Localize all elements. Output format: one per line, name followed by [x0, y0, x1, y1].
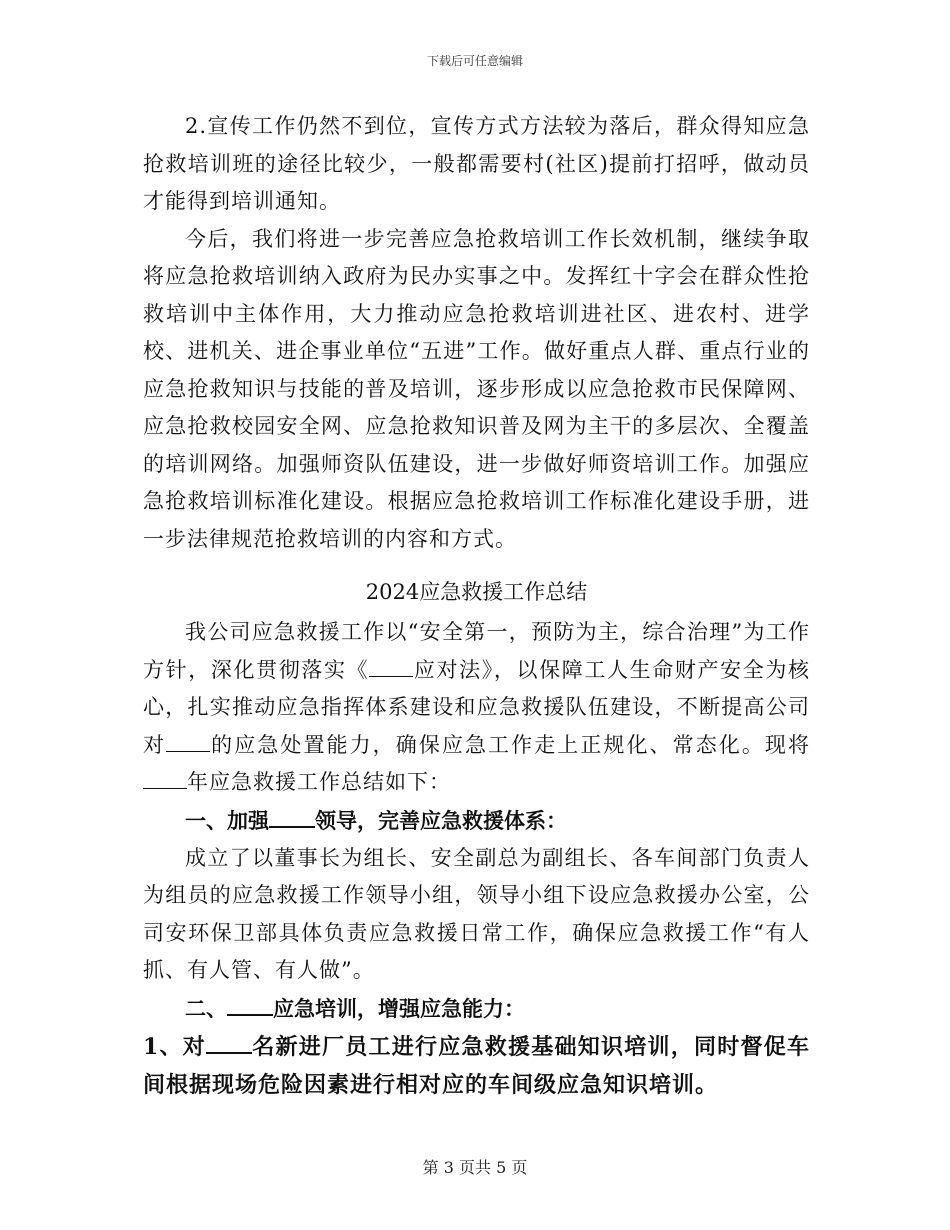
paragraph-publicity-issue: 2.宣传工作仍然不到位，宣传方式方法较为落后，群众得知应急抢救培训班的途径比较少，一般都需要村(社区)提前打招呼，做动员才能得到培训通知。: [143, 114, 810, 213]
item-1-text-b: 名新进厂员工进行应急救援基础知识培训，同时督促车间根据现场危险因素进行相对应的车间级应急知识培训。: [143, 1033, 810, 1098]
blank-underline: [143, 770, 187, 789]
blank-underline: [269, 808, 315, 828]
paragraph-leadership-group: 成立了以董事长为组长、安全副总为副组长、各车间部门负责人为组员的应急救援工作领导小组，领导小组下设应急救援办公室，公司安环保卫部具体负责应急救援日常工作，确保应急救援工作“有人抓、有人管、有人做”。: [143, 845, 810, 982]
section-title: 2024应急救援工作总结: [365, 580, 588, 604]
heading-1-text-a: 一、加强: [185, 807, 269, 833]
heading-2-text-b: 应急培训，增强应急能力：: [273, 995, 525, 1021]
heading-1-text-b: 领导，完善应急救援体系：: [315, 807, 567, 833]
intro-text-a: 我公司应急救援工作以“安全第一，预防为主，综合治理”为工作方针，深化贯彻落实《: [143, 620, 810, 682]
training-item-1: [143, 1028, 810, 1104]
intro-text-b: 应对法》，以保障工人生命财产安全为核心，扎实推动应急指挥体系建设和应急救援队伍建设，不断提高公司对: [143, 657, 810, 757]
blank-underline: [227, 996, 273, 1016]
intro-text-d: 年应急救援工作总结如下：: [187, 770, 451, 794]
paragraph-intro: [143, 614, 810, 802]
page-footer: 第 3 页共 5 页: [422, 1158, 528, 1177]
heading-2-text-a: 二、: [185, 995, 227, 1021]
document-body: [143, 108, 810, 1104]
item-1-text-a: 1、对: [143, 1033, 207, 1060]
page-header: 下载后可任意编辑: [426, 54, 523, 68]
blank-underline: [369, 658, 413, 677]
heading-strengthen-leadership: [143, 802, 810, 840]
heading-emergency-training: [143, 990, 810, 1028]
paragraph-future-plans: 今后，我们将进一步完善应急抢救培训工作长效机制，继续争取将应急抢救培训纳入政府为民办实事之中。发挥红十字会在群众性抢救培训中主体作用，大力推动应急抢救培训进社区、进农村、进学校、进机关、进企事业单位“五进”工作。做好重点人群、重点行业的应急抢救知识与技能的普及培训，逐步形成以应急抢救市民保障网、应急抢救校园安全网、应急抢救知识普及网为主干的多层次、全覆盖的培训网络。加强师资队伍建设，进一步做好师资培训工作。加强应急抢救培训标准化建设。根据应急抢救培训工作标准化建设手册，进一步法律规范抢救培训的内容和方式。: [143, 226, 810, 551]
blank-underline: [166, 733, 210, 752]
intro-text-c: 的应急处置能力，确保应急工作走上正规化、常态化。现将: [210, 732, 811, 757]
blank-underline: [206, 1034, 252, 1054]
